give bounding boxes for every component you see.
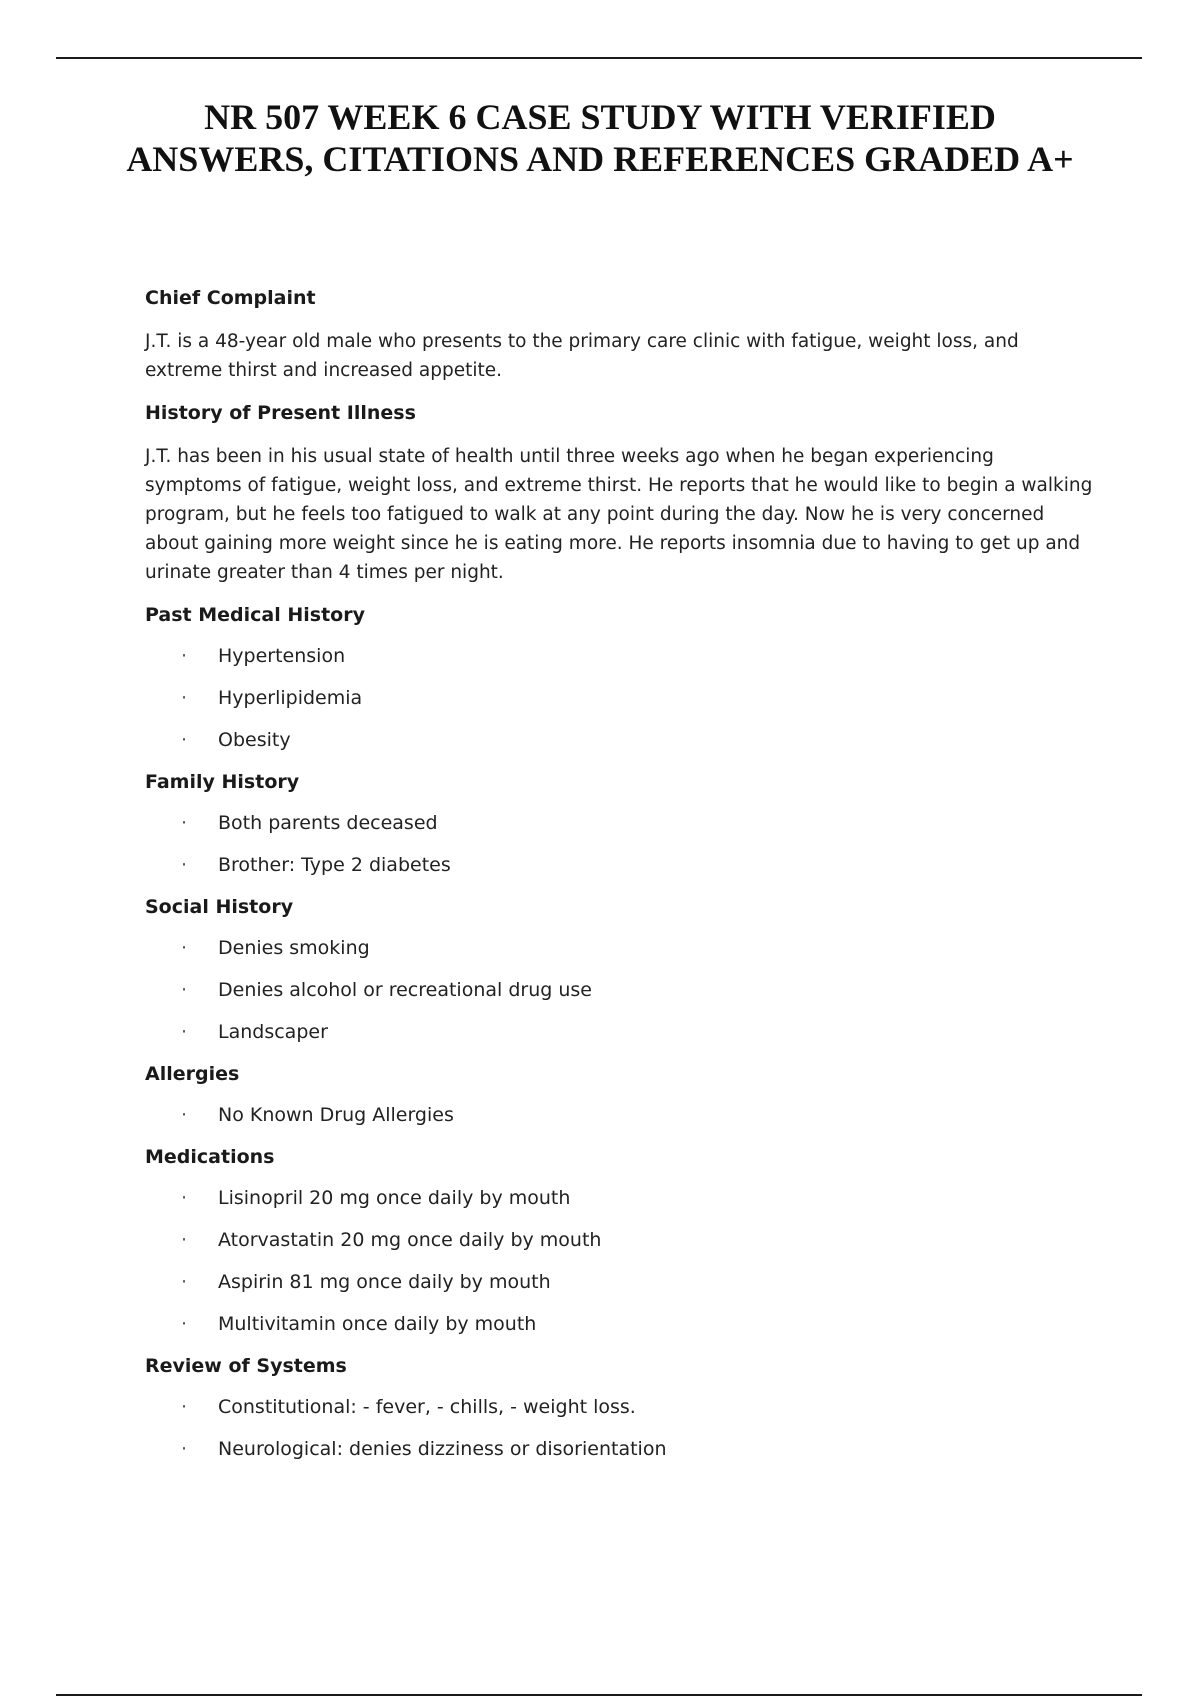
medications-list [145, 1186, 1095, 1336]
list-item: · Lisinopril 20 mg once daily by mouth [145, 1186, 1095, 1210]
section-heading: Social History [145, 896, 294, 918]
top-rule [56, 57, 1142, 59]
case-study-body [145, 286, 1095, 1479]
section-heading: Allergies [145, 1063, 240, 1085]
list-item: · Denies smoking [145, 936, 1095, 960]
list-item: · Multivitamin once daily by mouth [145, 1312, 1095, 1336]
family-history-list [145, 811, 1095, 877]
list-item: · Brother: Type 2 diabetes [145, 853, 1095, 877]
list-item: · Aspirin 81 mg once daily by mouth [145, 1270, 1095, 1294]
list-item: · Hyperlipidemia [145, 686, 1095, 710]
list-item: · Landscaper [145, 1020, 1095, 1044]
hpi-section [145, 401, 1095, 587]
allergies-section [145, 1062, 1095, 1127]
list-item: · Neurological: denies dizziness or disorientation [145, 1437, 1095, 1461]
list-item: · Constitutional: - fever, - chills, - weight loss. [145, 1395, 1095, 1419]
family-history-section [145, 770, 1095, 877]
list-item: · Both parents deceased [145, 811, 1095, 835]
ros-list [145, 1395, 1095, 1461]
list-item: · Atorvastatin 20 mg once daily by mouth [145, 1228, 1095, 1252]
social-history-list [145, 936, 1095, 1044]
list-item: · Hypertension [145, 644, 1095, 668]
hpi-text: J.T. has been in his usual state of health until three weeks ago when he began experiencing symptoms of fatigue, weight loss, and extreme thirst. He reports that he would like to begin a walking program, but he feels too fatigued to walk at any point during the day. Now he is very concerned about gaining more weight since he is eating more. He reports insomnia due to having to get up and urinate greater than 4 times per night. [145, 446, 1093, 583]
section-heading: Review of Systems [145, 1355, 347, 1377]
social-history-section [145, 895, 1095, 1044]
section-heading: Family History [145, 771, 300, 793]
section-heading: Past Medical History [145, 604, 365, 626]
section-heading: Medications [145, 1146, 275, 1168]
chief-complaint-section [145, 286, 1095, 385]
list-item: · No Known Drug Allergies [145, 1103, 1095, 1127]
chief-complaint-text: J.T. is a 48-year old male who presents to the primary care clinic with fatigue, weight loss, and extreme thirst and increased appetite. [145, 331, 1019, 381]
document-title: NR 507 WEEK 6 CASE STUDY WITH VERIFIED ANSWERS, CITATIONS AND REFERENCES GRADED A+ [126, 97, 1074, 179]
list-item: · Denies alcohol or recreational drug use [145, 978, 1095, 1002]
section-heading: History of Present Illness [145, 402, 416, 424]
past-medical-history-section [145, 603, 1095, 752]
section-heading: Chief Complaint [145, 287, 316, 309]
bottom-rule [56, 1694, 1142, 1696]
list-item: · Obesity [145, 728, 1095, 752]
allergies-list [145, 1103, 1095, 1127]
pmh-list [145, 644, 1095, 752]
review-of-systems-section [145, 1354, 1095, 1461]
medications-section [145, 1145, 1095, 1336]
